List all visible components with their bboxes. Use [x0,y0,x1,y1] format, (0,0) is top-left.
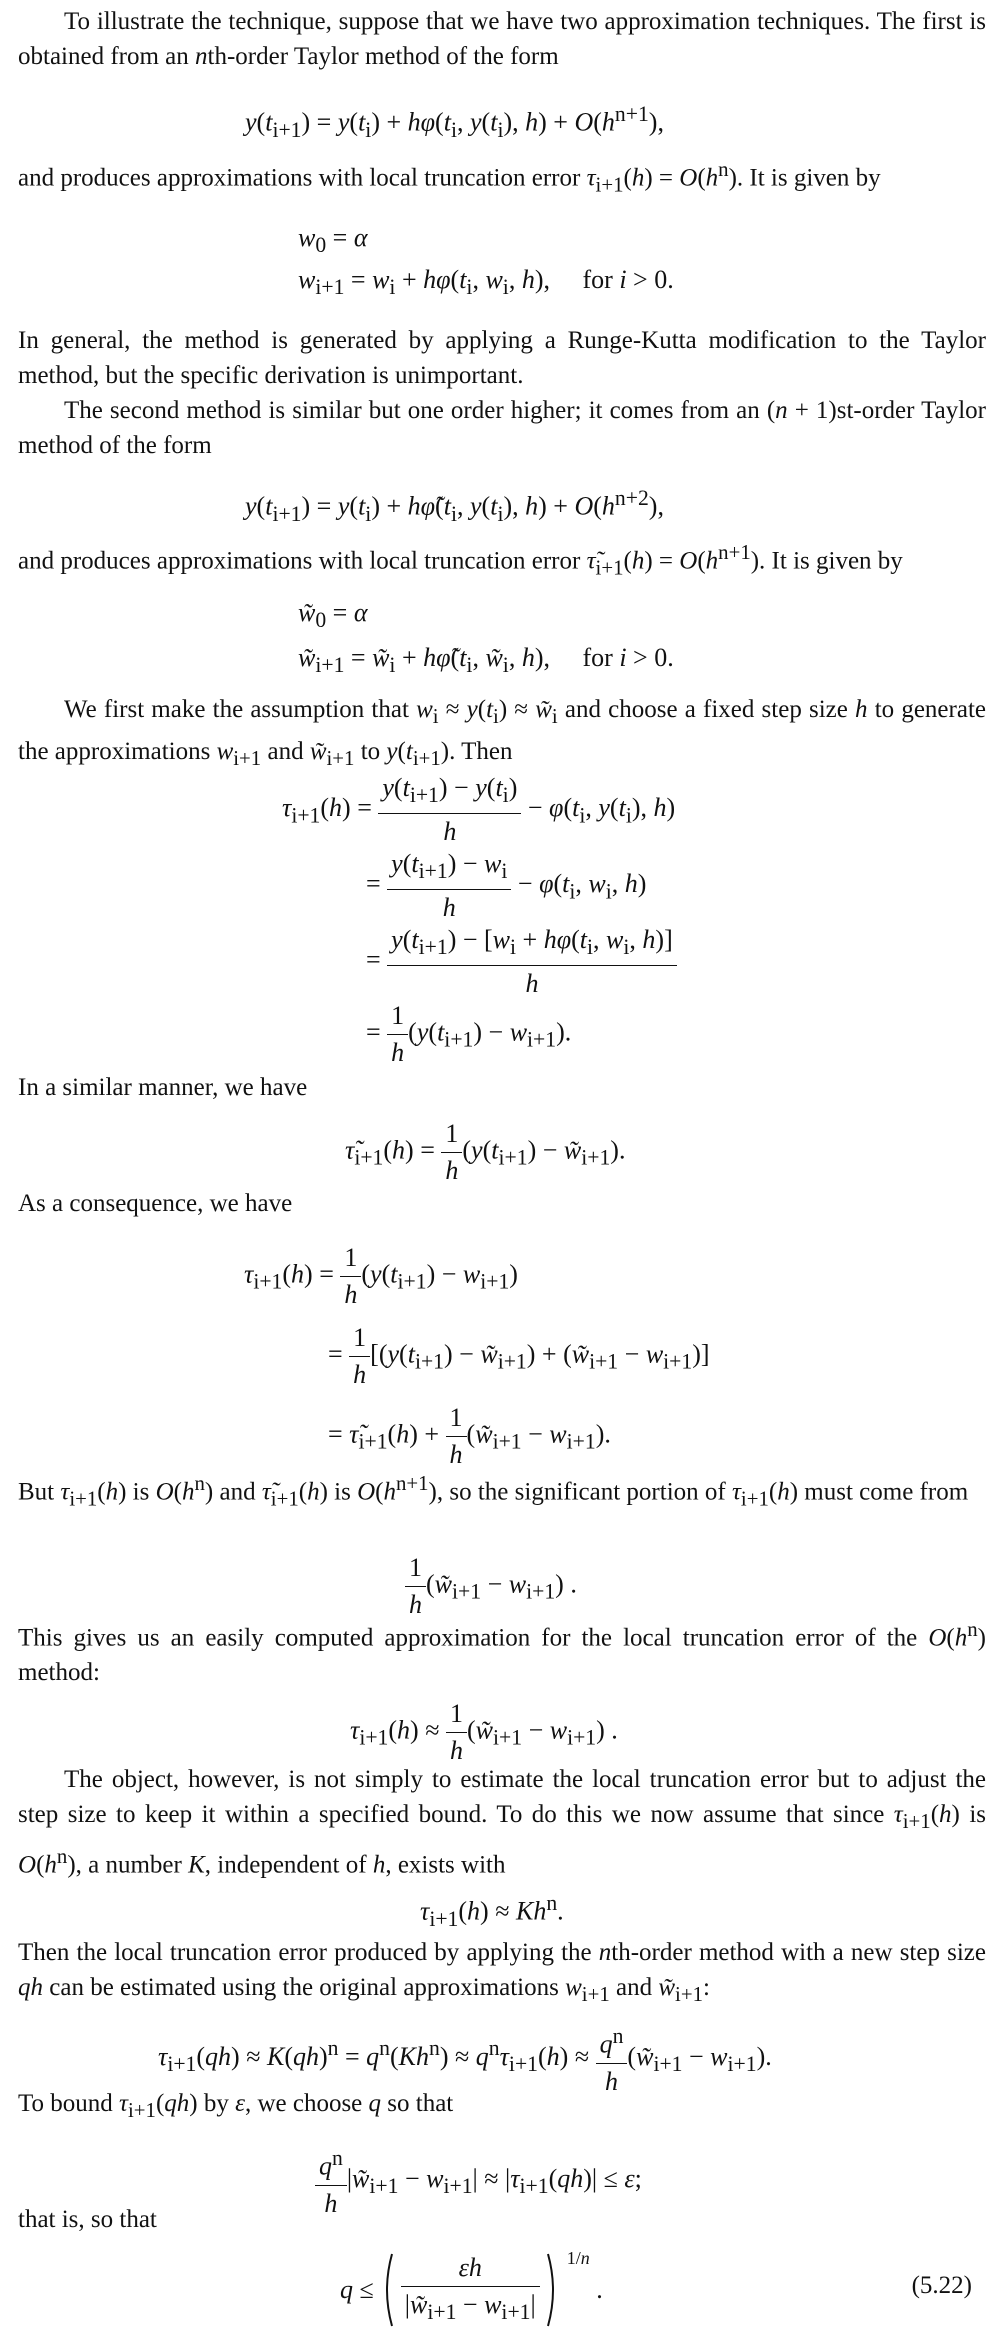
equation-w-recursion: $w_{i+1} = w_i + h\varphi(t_i$, $w_i$, h), for i > 0. [298,265,674,300]
equation-wtilde-recursion: $w̃_{i+1}$ = $w̃_i$ + $h\varphĩ(t_i$, $w̃_i$, h), for i > 0. [298,643,674,678]
paragraph-similar-manner: In a similar manner, we have [18,1074,308,1101]
paragraph-intro: To illustrate the technique, suppose that we have two approximation techniques. The first is obtained from an nth-order Taylor method of the form [18,8,986,70]
equation-number: (5.22) [911,2272,972,2299]
equation-bound: $\frac{q^n}{h}$ $|w̃_{i+1} - w_{i+1}| \approx |\tau_{i+1}(qh)| \le \varepsilon$; [315,2140,642,2222]
paragraph-significant-portion: But $\tau_{i+1}(h)$ is $O(h^n)$ and $\taũ_{i+1}(h)$ is $O(h^{n+1})$, so the significant portion of $\tau_{i+1}(h)$ must come from [18,1471,969,1511]
equation-qh: $\tau_{i+1}(qh) \approx K(qh)^n = q^n(Kh^n) \approx q^n\tau_{i+1}(h)$ ≈ $\frac{q^n}{h}$ $(w̃_{i+1} - w_{i+1})$. [158,2018,772,2100]
paragraph-truncation-error-tilde: and produces approximations with local truncation error $\taũ_{i+1}(h) = O(h^{n+1})$. It is given by [18,540,903,580]
paragraph-runge-kutta: In general, the method is generated by applying a Runge-Kutta modification to the Taylor method, but the specific derivation is unimportant. [18,327,986,389]
equation-tau-line3: = $\frac{y(t_{i+1}) - [w_i + h\varphi(t_i, w_i, h)]}{h}$ [366,922,677,1002]
equation-consequence-line2: = $\frac{1}{h}$ [($y(t_{i+1})$ − $w̃_{i+1}$) + $(w̃_{i+1} - w_{i+1})$] [328,1320,710,1393]
equation-consequence-line3: = $\taũ_{i+1}(h)$ + $\frac{1}{h}$ $(w̃_{i+1} - w_{i+1})$. [328,1400,611,1473]
paragraph-consequence: As a consequence, we have [18,1190,293,1217]
equation-tau-tilde: $\taũ_{i+1}(h)$ = $\frac{1}{h}$ ($y(t_{i+1})$ − $w̃_{i+1}$). [345,1116,625,1189]
paragraph-that-is: that is, so that [18,2206,157,2233]
equation-tau-line1: $\tau_{i+1}(h)$ = $\frac{y(t_{i+1}) - y(t_i)}{h}$ − $\varphi(t_i$, $y(t_i)$, h) [282,770,675,850]
equation-q-final: q ≤ $\frac{\varepsilon h}{|w̃_{i+1} - w_{i+1}|}$ $^{1/n}$ . [340,2250,603,2330]
paragraph-easily-computed: This gives us an easily computed approximation for the local truncation error of the $O(h^n)$ method: [18,1617,986,1687]
left-paren-large [380,2252,394,2328]
paragraph-assumption: We first make the assumption that $w_i \approx y(t_i)$ ≈ $w̃_i$ and choose a fixed step size h to generate the approximations $w_{i+1}$ and $w̃_{i+1}$ to $y(t_{i+1})$. Then [18,696,986,770]
equation-approx: $\tau_{i+1}(h)$ ≈ $\frac{1}{h}$ $(w̃_{i+1} - w_{i+1})$ . [350,1696,618,1769]
paragraph-to-bound: To bound $\tau_{i+1}(qh)$ by ε, we choose q so that [18,2090,454,2122]
equation-kh: $\tau_{i+1}(h) \approx Kh^n$. [420,1891,564,1931]
paragraph-truncation-error: and produces approximations with local truncation error $\tau_{i+1}(h) = O(h^n)$. It is given by [18,157,881,197]
equation-tau-line2: = $\frac{y(t_{i+1}) - w_i}{h}$ − $\varphi(t_i$, $w_i$, h) [366,846,646,926]
equation-wtilde0: $w̃_0 = \alpha$ [298,598,368,633]
paragraph-object: The object, however, is not simply to estimate the local truncation error but to adjust the step size to keep it within a specified bound. To do this we now assume that since $\tau_{i+1}(h)$ is $O(h^n)$, a number K, independent of h, exists with [18,1766,986,1879]
paragraph-new-step: Then the local truncation error produced by applying the nth-order method with a new step size qh can be estimated using the original approximations $w_{i+1}$ and $w̃_{i+1}$: [18,1939,986,2006]
right-paren-large [546,2252,560,2328]
equation-tau-line4: = $\frac{1}{h}$ $(y(t_{i+1}) - w_{i+1})$. [366,998,571,1071]
equation-portion: $\frac{1}{h}$ $(w̃_{i+1} - w_{i+1})$ . [405,1550,577,1623]
paragraph-second-method: The second method is similar but one order higher; it comes from an (n + 1)st-order Taylor method of the form [18,397,986,459]
equation-taylor-nth: $y(t_{i+1}) = y(t_i) + h\varphi(t_i$, $y(t_i)$, $h) + O(h^{n+1})$, [245,102,664,142]
equation-taylor-higher: $y(t_{i+1}) = y(t_i)$ + $h\varphĩ(t_i$, $y(t_i)$, $h) + O(h^{n+2})$, [245,486,664,526]
equation-w0: $w_0 = \alpha$ [298,223,368,258]
equation-consequence-line1: $\tau_{i+1}(h)$ = $\frac{1}{h}$ $(y(t_{i+1}) - w_{i+1})$ [244,1240,518,1313]
